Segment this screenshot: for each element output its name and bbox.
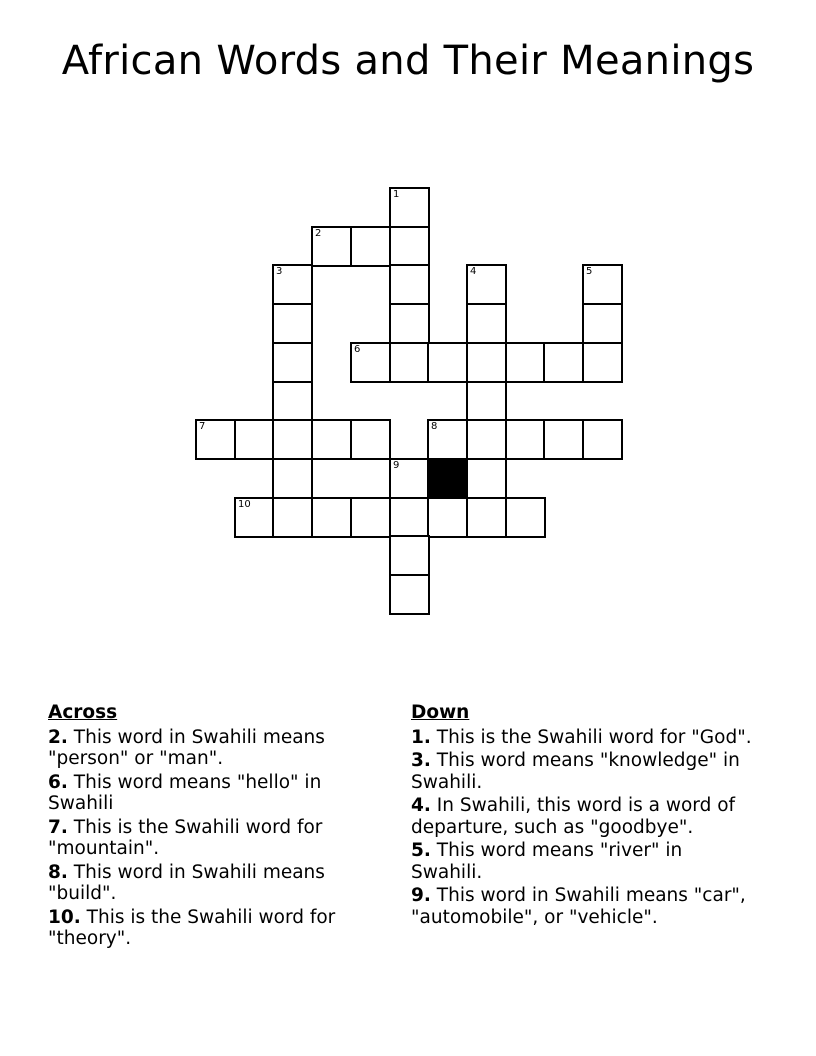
across-clues	[48, 702, 378, 952]
grid-cell[interactable]	[311, 419, 352, 460]
clue-number-label: 7	[199, 421, 206, 432]
grid-cell[interactable]	[466, 419, 507, 460]
clue-number: 1.	[411, 726, 431, 748]
clue-number: 3.	[411, 750, 431, 771]
grid-cell[interactable]	[195, 419, 236, 460]
clue-number: 9.	[411, 885, 431, 906]
grid-cell[interactable]	[350, 226, 391, 267]
grid-cell[interactable]	[350, 342, 391, 383]
grid-cell[interactable]	[543, 419, 584, 460]
grid-cell[interactable]	[389, 497, 430, 538]
clue-number: 2.	[48, 726, 68, 748]
clue-number: 5.	[411, 840, 431, 861]
clue-number-label: 3	[276, 266, 283, 277]
grid-cell[interactable]	[466, 264, 507, 305]
grid-cell[interactable]	[272, 342, 313, 383]
grid-cell[interactable]	[389, 264, 430, 305]
clue-across-2	[48, 727, 378, 770]
grid-cell[interactable]	[234, 497, 275, 538]
clue-text: In Swahili, this word is a word of departure, such as "goodbye".	[411, 795, 736, 838]
grid-cell[interactable]	[505, 419, 546, 460]
clue-number-label: 9	[393, 460, 400, 471]
grid-cell[interactable]	[427, 342, 468, 383]
clue-number-label: 6	[354, 344, 361, 355]
grid-cell[interactable]	[234, 419, 275, 460]
grid-cell[interactable]	[350, 419, 391, 460]
grid-cell[interactable]	[466, 497, 507, 538]
clue-number-label: 10	[238, 499, 251, 510]
grid-cell[interactable]	[389, 226, 430, 267]
grid-cell[interactable]	[389, 458, 430, 499]
grid-cell[interactable]	[582, 419, 623, 460]
grid-cell[interactable]	[272, 458, 313, 499]
grid-cell[interactable]	[466, 458, 507, 499]
grid-cell[interactable]	[389, 535, 430, 576]
grid-cell[interactable]	[389, 303, 430, 344]
grid-cell[interactable]	[582, 303, 623, 344]
grid-cell[interactable]	[505, 497, 546, 538]
across-heading: Across	[48, 702, 118, 723]
grid-cell[interactable]	[272, 264, 313, 305]
clue-text: This word in Swahili means "build".	[48, 861, 325, 904]
grid-cell[interactable]	[466, 342, 507, 383]
grid-cell[interactable]	[389, 342, 430, 383]
clue-across-6	[48, 772, 378, 815]
clue-across-8	[48, 862, 378, 905]
grid-cell[interactable]	[350, 497, 391, 538]
grid-cell[interactable]	[272, 419, 313, 460]
grid-cell[interactable]	[272, 497, 313, 538]
clue-number: 8.	[48, 861, 68, 883]
grid-cell[interactable]	[466, 303, 507, 344]
clue-down-3	[411, 750, 756, 793]
clue-down-5	[411, 840, 756, 883]
clue-number-label: 5	[586, 266, 593, 277]
clue-number-label: 2	[315, 228, 322, 239]
grid-cell[interactable]	[389, 187, 430, 228]
clue-text: This is the Swahili word for "theory".	[48, 906, 336, 949]
clue-down-4	[411, 795, 756, 838]
clue-number: 6.	[48, 771, 68, 793]
black-cell	[427, 458, 468, 499]
down-clues	[411, 702, 756, 930]
clue-number: 7.	[48, 816, 68, 838]
down-heading: Down	[411, 702, 470, 723]
grid-cell[interactable]	[427, 419, 468, 460]
grid-cell[interactable]	[505, 342, 546, 383]
clue-text: This is the Swahili word for "God".	[436, 726, 752, 748]
grid-cell[interactable]	[582, 342, 623, 383]
clue-text: This word means "river" in Swahili.	[411, 840, 683, 883]
page-title: African Words and Their Meanings	[61, 38, 755, 84]
clue-number-label: 1	[393, 189, 400, 200]
clue-text: This is the Swahili word for "mountain".	[48, 816, 323, 859]
grid-cell[interactable]	[466, 381, 507, 422]
clue-text: This word means "knowledge" in Swahili.	[411, 750, 740, 793]
clue-across-10	[48, 907, 378, 950]
grid-cell[interactable]	[582, 264, 623, 305]
grid-cell[interactable]	[311, 497, 352, 538]
clue-text: This word means "hello" in Swahili	[48, 771, 322, 814]
grid-cell[interactable]	[543, 342, 584, 383]
clue-number-label: 8	[431, 421, 438, 432]
grid-cell[interactable]	[427, 497, 468, 538]
clue-down-9	[411, 885, 756, 928]
clue-text: This word in Swahili means "car", "automobile", or "vehicle".	[411, 885, 746, 928]
grid-cell[interactable]	[272, 381, 313, 422]
grid-cell[interactable]	[389, 574, 430, 615]
clue-number: 4.	[411, 795, 431, 816]
grid-cell[interactable]	[311, 226, 352, 267]
clue-text: This word in Swahili means "person" or "man".	[48, 726, 325, 769]
clue-number: 10.	[48, 906, 81, 928]
grid-cell[interactable]	[272, 303, 313, 344]
clue-across-7	[48, 817, 378, 860]
clue-down-1	[411, 727, 756, 749]
clue-number-label: 4	[470, 266, 477, 277]
